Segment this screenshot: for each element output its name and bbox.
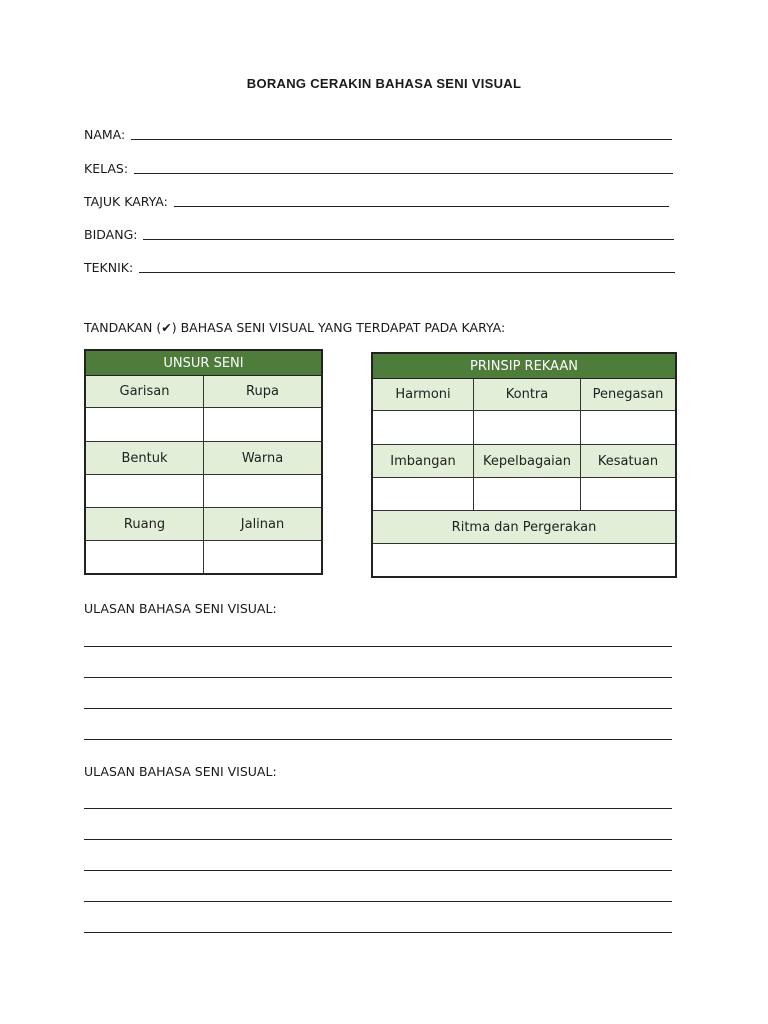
field-nama-line[interactable] (131, 129, 672, 140)
prinsip-kontra-label: Kontra (474, 379, 581, 411)
unsur-bentuk-label: Bentuk (85, 442, 204, 475)
form-title: BORANG CERAKIN BAHASA SENI VISUAL (246, 76, 522, 91)
prinsip-harmoni-label: Harmoni (372, 379, 474, 411)
prinsip-ritma-label: Ritma dan Pergerakan (372, 511, 676, 544)
ulasan-2-line[interactable] (84, 932, 672, 933)
prinsip-rekaan-header: PRINSIP REKAAN (372, 353, 676, 379)
field-kelas-line[interactable] (134, 163, 673, 174)
prinsip-kesatuan-label: Kesatuan (581, 445, 677, 478)
unsur-warna-label: Warna (204, 442, 323, 475)
prinsip-kesatuan-checkbox[interactable] (581, 478, 677, 511)
unsur-rupa-checkbox[interactable] (204, 408, 323, 442)
unsur-garisan-label: Garisan (85, 376, 204, 408)
prinsip-rekaan-table (371, 352, 677, 578)
field-teknik (84, 261, 675, 275)
prinsip-imbangan-checkbox[interactable] (372, 478, 474, 511)
field-tajuk-karya-line[interactable] (174, 196, 669, 207)
ulasan-1-line[interactable] (84, 646, 672, 647)
prinsip-penegasan-label: Penegasan (581, 379, 677, 411)
ulasan-label-2: ULASAN BAHASA SENI VISUAL: (84, 764, 277, 779)
field-kelas (84, 162, 673, 176)
field-nama (84, 128, 672, 142)
prinsip-harmoni-checkbox[interactable] (372, 411, 474, 445)
unsur-jalinan-checkbox[interactable] (204, 541, 323, 574)
field-tajuk-karya-label: TAJUK KARYA: (84, 194, 168, 209)
prinsip-kepelbagaian-checkbox[interactable] (474, 478, 581, 511)
field-kelas-label: KELAS: (84, 161, 129, 176)
prinsip-ritma-checkbox[interactable] (372, 544, 676, 577)
field-nama-label: NAMA: (84, 127, 126, 142)
unsur-ruang-label: Ruang (85, 508, 204, 541)
ulasan-2-line[interactable] (84, 839, 672, 840)
unsur-rupa-label: Rupa (204, 376, 323, 408)
instruction-text: TANDAKAN (✔) BAHASA SENI VISUAL YANG TERDAPAT PADA KARYA: (84, 320, 506, 335)
unsur-seni-header: UNSUR SENI (85, 350, 322, 376)
unsur-bentuk-checkbox[interactable] (85, 475, 204, 508)
unsur-warna-checkbox[interactable] (204, 475, 323, 508)
unsur-ruang-checkbox[interactable] (85, 541, 204, 574)
field-bidang-line[interactable] (143, 229, 674, 240)
unsur-seni-table (84, 349, 323, 575)
ulasan-label-1: ULASAN BAHASA SENI VISUAL: (84, 601, 277, 616)
field-bidang (84, 228, 674, 242)
field-bidang-label: BIDANG: (84, 227, 138, 242)
unsur-garisan-checkbox[interactable] (85, 408, 204, 442)
ulasan-1-line[interactable] (84, 708, 672, 709)
field-teknik-label: TEKNIK: (84, 260, 134, 275)
prinsip-penegasan-checkbox[interactable] (581, 411, 677, 445)
ulasan-2-line[interactable] (84, 808, 672, 809)
prinsip-imbangan-label: Imbangan (372, 445, 474, 478)
field-tajuk-karya (84, 195, 669, 209)
ulasan-2-line[interactable] (84, 901, 672, 902)
prinsip-kepelbagaian-label: Kepelbagaian (474, 445, 581, 478)
ulasan-2-line[interactable] (84, 870, 672, 871)
ulasan-1-line[interactable] (84, 739, 672, 740)
ulasan-1-line[interactable] (84, 677, 672, 678)
unsur-jalinan-label: Jalinan (204, 508, 323, 541)
prinsip-kontra-checkbox[interactable] (474, 411, 581, 445)
field-teknik-line[interactable] (139, 262, 675, 273)
